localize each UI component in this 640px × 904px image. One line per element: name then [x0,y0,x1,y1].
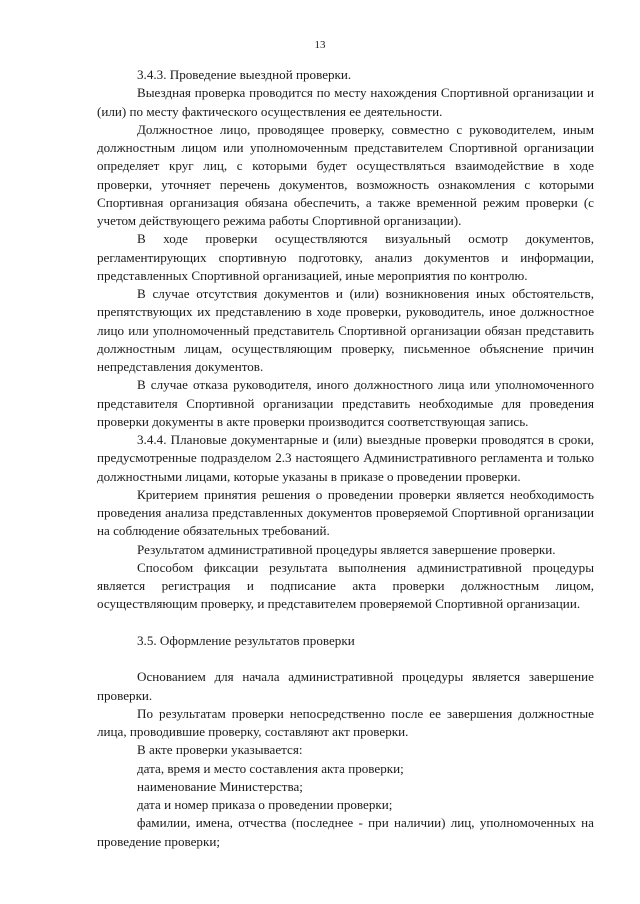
paragraph: Способом фиксации результата выполнения административной процедуры является регистрация и подписание акта проверки должностным лицом, осуществляющим проверку, и представителем проверяемой Спортивной организации. [97,559,594,612]
paragraph: В ходе проверки осуществляются визуальный осмотр документов, регламентирующих спортивную подготовку, анализ документов и информации, представленных Спортивной организацией, иные мероприятия по контролю. [97,231,594,283]
paragraph: Основанием для начала административной процедуры является завершение проверки. [97,669,594,703]
section-heading-3-5: 3.5. Оформление результатов проверки [137,632,355,648]
paragraph-3-4-4: 3.4.4. Плановые документарные и (или) выездные проверки проводятся в сроки, предусмотренные подразделом 2.3 настоящего Административного регламента и только должностными лицами, которые указаны в приказе о проведении проверки. [97,432,594,484]
list-item: фамилии, имена, отчества (последнее - при наличии) лиц, уполномоченных на проведение проверки; [97,815,594,849]
spacer [97,614,594,632]
paragraph: Критерием принятия решения о проведении проверки является необходимость проведения анализа представленных документов проверяемой Спортивной организации на соблюдение обязательных требований. [97,486,594,539]
paragraph: Должностное лицо, проводящее проверку, совместно с руководителем, иным должностным лицом или уполномоченным представителем Спортивной организации определяет круг лиц, с которыми будет осуществляться взаимодействие в ходе проверки, уточняет перечень документов, возможность ознакомления с которыми Спортивная организация обязана обеспечить, а также временной режим проверки (с учетом действующего режима работы Спортивной организации). [97,121,594,228]
page-number: 13 [314,39,326,51]
list-item: дата, время и место составления акта проверки; [137,760,404,776]
paragraph: В случае отсутствия документов и (или) возникновения иных обстоятельств, препятствующих их представлению в ходе проверки, руководитель, иное должностное лицо или уполномоченный представитель Спортивной организации обязан представить должностным лицам, осуществляющим проверку, письменное объяснение причин непредставления документов. [97,286,594,374]
subsection-heading-3-4-3: 3.4.3. Проведение выездной проверки. [137,67,352,82]
paragraph: Выездная проверка проводится по месту нахождения Спортивной организации и (или) по месту фактического осуществления ее деятельности. [97,85,594,119]
list-item: дата и номер приказа о проведении проверки; [137,797,393,812]
paragraph: В случае отказа руководителя, иного должностного лица или уполномоченного представителя Спортивной организации представить необходимые для проведения проверки документы в акте проверки производится соответствующая запись. [97,377,594,429]
spacer [97,650,594,668]
paragraph: По результатам проверки непосредственно после ее завершения должностные лица, проводившие проверку, составляют акт проверки. [97,705,594,739]
document-body [97,66,594,851]
list-item: наименование Министерства; [137,778,303,794]
list-intro: В акте проверки указывается: [137,742,303,758]
paragraph: Результатом административной процедуры является завершение проверки. [137,541,556,557]
